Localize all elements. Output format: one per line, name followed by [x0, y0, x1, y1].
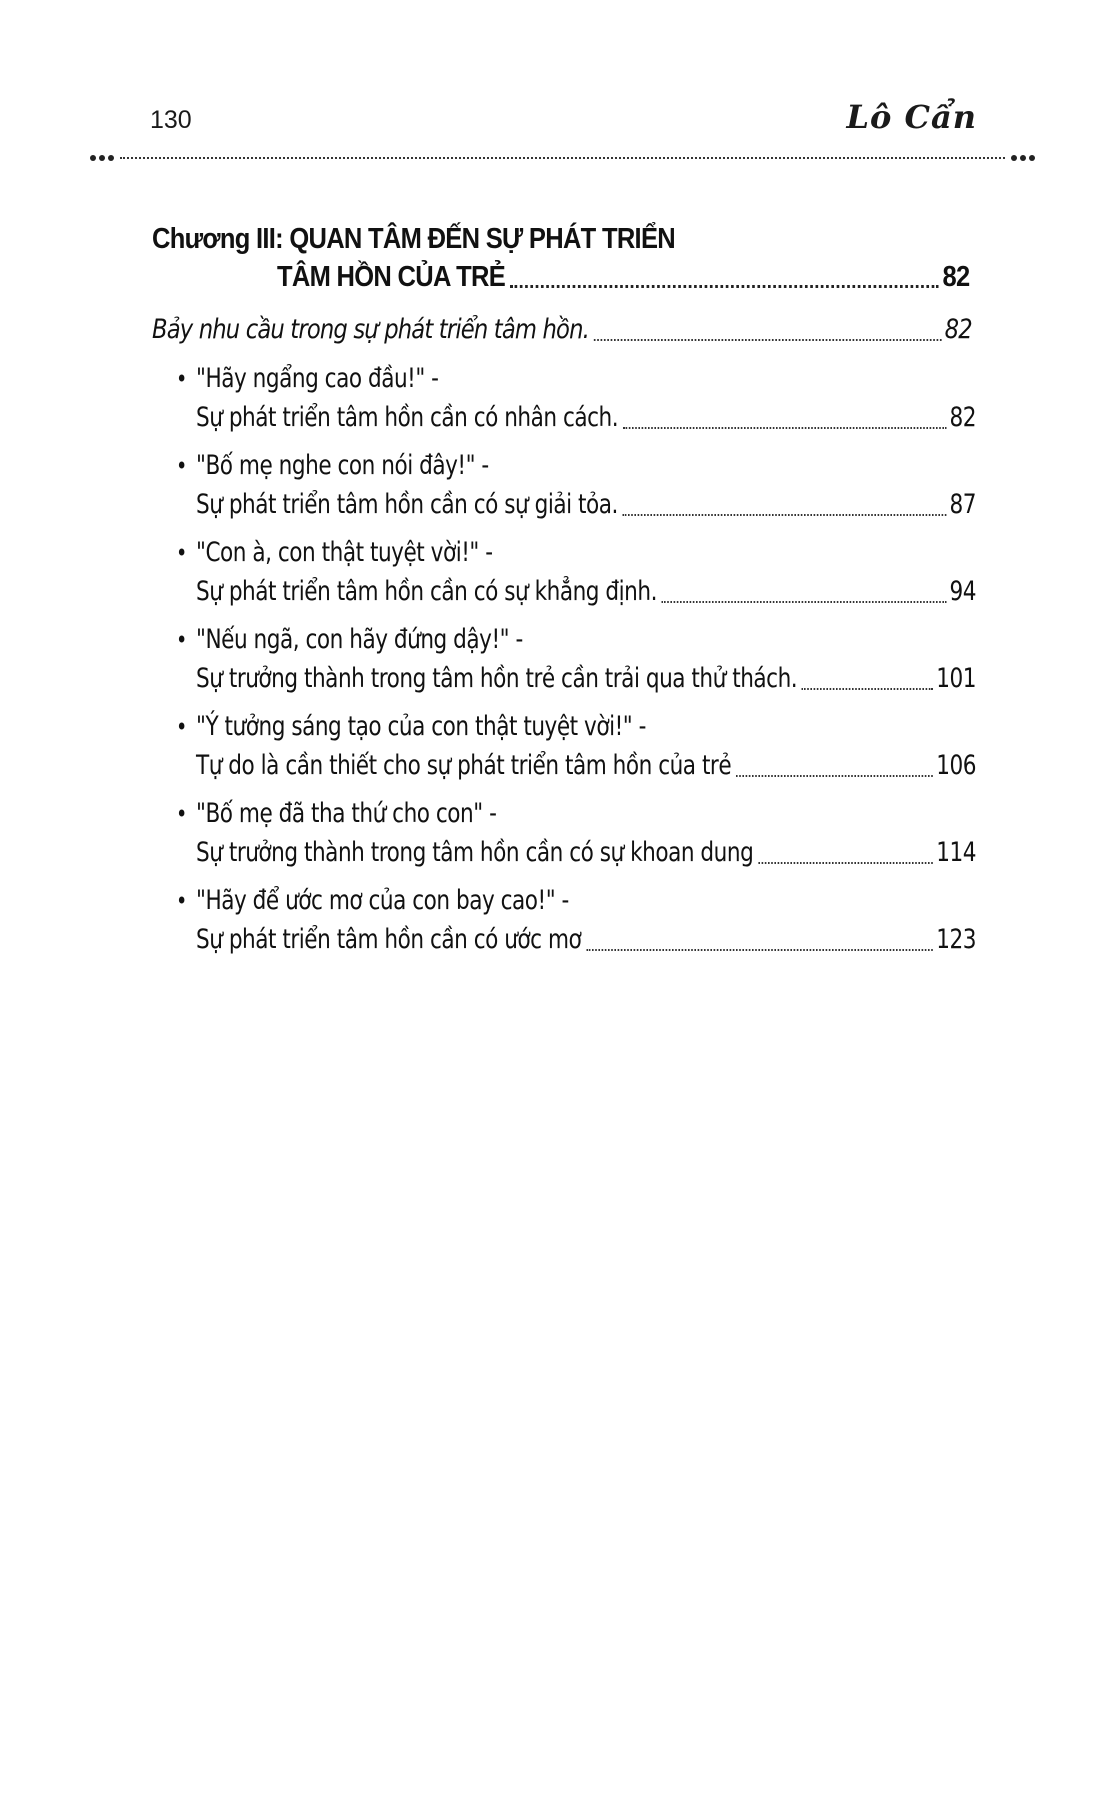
header-rule	[90, 152, 1035, 164]
dot-leader	[736, 775, 933, 777]
bullet-icon: •	[176, 626, 187, 654]
entry-page-number: 114	[936, 837, 976, 868]
bullet-icon: •	[176, 800, 187, 828]
toc-entry	[152, 534, 976, 612]
page-header	[0, 0, 1119, 170]
entry-subtitle: Sự trưởng thành trong tâm hồn cần có sự khoan dung	[196, 837, 754, 868]
entry-subtitle: Sự phát triển tâm hồn cần có sự khẳng định.	[196, 576, 657, 607]
dot-leader	[662, 601, 947, 603]
bullet-icon: •	[176, 365, 187, 393]
entry-subtitle: Sự phát triển tâm hồn cần có nhân cách.	[196, 402, 619, 433]
toc-entry	[152, 621, 976, 699]
entry-subtitle-row	[196, 398, 976, 438]
section-page-number: 82	[944, 314, 972, 345]
rule-dotted-line	[120, 157, 1005, 159]
entry-page-number: 123	[936, 924, 976, 955]
entry-page-number: 87	[949, 489, 976, 520]
bullet-icon: •	[176, 887, 187, 915]
entry-title: "Bố mẹ đã tha thứ cho con" -	[196, 798, 497, 829]
table-of-contents	[152, 220, 976, 969]
entry-page-number: 101	[936, 663, 976, 694]
chapter-title-line2-row	[152, 258, 970, 296]
entry-page-number: 82	[949, 402, 976, 433]
dot-leader	[510, 285, 939, 288]
dot-leader	[623, 514, 947, 516]
entry-title: "Bố mẹ nghe con nói đây!" -	[196, 450, 489, 481]
entry-title: "Con à, con thật tuyệt vời!" -	[196, 537, 493, 568]
toc-entry	[152, 360, 976, 438]
toc-entry-list	[152, 360, 976, 960]
entry-subtitle: Tự do là cần thiết cho sự phát triển tâm hồn của trẻ	[196, 750, 732, 781]
chapter-title-line1: Chương III: QUAN TÂM ĐẾN SỰ PHÁT TRIỂN	[152, 223, 675, 255]
chapter-title-line2: TÂM HỒN CỦA TRẺ	[276, 261, 506, 293]
running-author: Lô Cẩn	[846, 98, 977, 136]
bullet-icon: •	[176, 713, 187, 741]
entry-subtitle: Sự trưởng thành trong tâm hồn trẻ cần trải qua thử thách.	[196, 663, 798, 694]
toc-entry	[152, 447, 976, 525]
entry-subtitle-row	[196, 746, 976, 786]
entry-title: "Hãy để ước mơ của con bay cao!" -	[196, 885, 569, 916]
entry-subtitle: Sự phát triển tâm hồn cần có ước mơ	[196, 924, 582, 955]
entry-subtitle: Sự phát triển tâm hồn cần có sự giải tỏa.	[196, 489, 618, 520]
dot-leader	[594, 339, 941, 341]
entry-subtitle-row	[196, 659, 976, 699]
entry-title: "Ý tưởng sáng tạo của con thật tuyệt vời!" -	[196, 711, 646, 742]
entry-subtitle-row	[196, 833, 976, 873]
entry-page-number: 106	[936, 750, 976, 781]
entry-subtitle-row	[196, 485, 976, 525]
chapter-heading	[152, 220, 970, 296]
rule-ornament-right	[1011, 152, 1035, 164]
bullet-icon: •	[176, 452, 187, 480]
entry-subtitle-row	[196, 572, 976, 612]
entry-subtitle-row	[196, 920, 976, 960]
entry-title: "Hãy ngẩng cao đầu!" -	[196, 363, 439, 394]
entry-page-number: 94	[949, 576, 976, 607]
page-number: 130	[150, 106, 192, 134]
toc-entry	[152, 795, 976, 873]
rule-ornament-left	[90, 152, 114, 164]
toc-entry	[152, 708, 976, 786]
section-title: Bảy nhu cầu trong sự phát triển tâm hồn.	[152, 314, 590, 345]
dot-leader	[758, 862, 933, 864]
toc-entry	[152, 882, 976, 960]
bullet-icon: •	[176, 539, 187, 567]
dot-leader	[586, 949, 933, 951]
entry-title: "Nếu ngã, con hãy đứng dậy!" -	[196, 624, 523, 655]
chapter-page-number: 82	[942, 261, 970, 293]
dot-leader	[623, 427, 946, 429]
dot-leader	[802, 688, 933, 690]
section-heading	[152, 310, 972, 350]
